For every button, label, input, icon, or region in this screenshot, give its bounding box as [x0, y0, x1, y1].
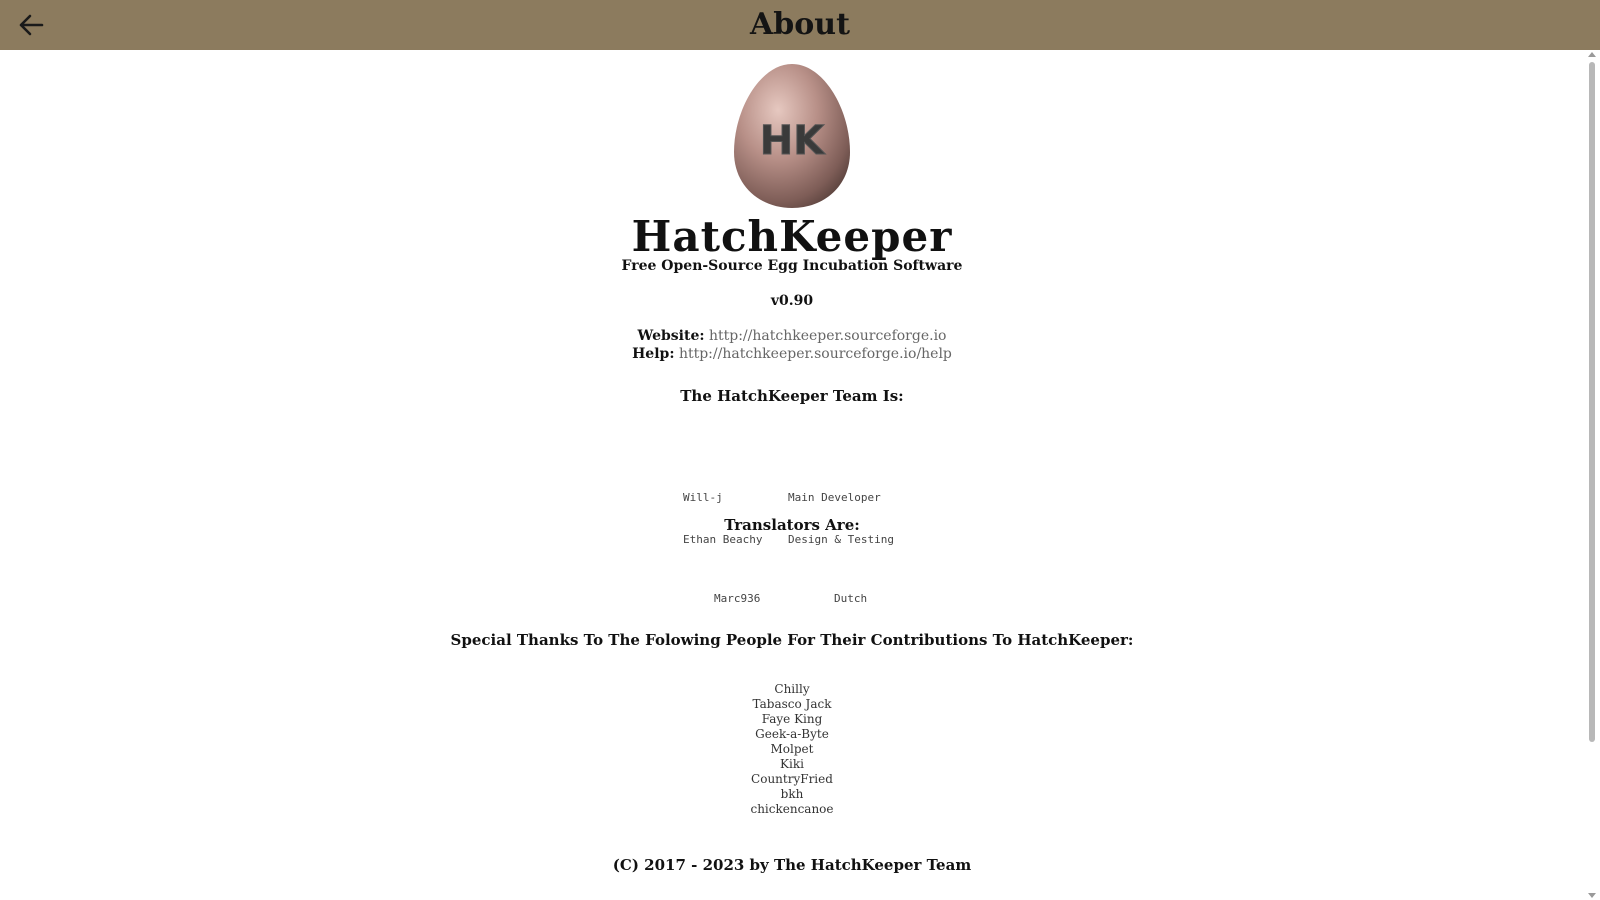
- help-link[interactable]: http://hatchkeeper.sourceforge.io/help: [678, 346, 952, 362]
- translator-language: Dutch: [834, 592, 868, 605]
- list-item: Geek-a-Byte: [755, 727, 829, 741]
- team-member-role: Design & Testing: [788, 533, 894, 546]
- scrollbar-thumb[interactable]: [1589, 62, 1595, 742]
- page-title: About: [750, 7, 850, 42]
- app-version: v0.90: [770, 293, 814, 309]
- logo-initials: HK: [759, 118, 825, 164]
- list-item: chickencanoe: [750, 802, 834, 816]
- team-member-name: Ethan Beachy: [683, 533, 763, 546]
- list-item: Kiki: [780, 757, 804, 771]
- app-bar: [0, 0, 1600, 50]
- copyright: (C) 2017 - 2023 by The HatchKeeper Team: [612, 856, 972, 874]
- scroll-up-icon[interactable]: [1588, 52, 1596, 57]
- thanks-heading: Special Thanks To The Folowing People For Their Contributions To HatchKeeper:: [450, 631, 1134, 649]
- team-member-name: Will-j: [683, 491, 723, 504]
- scrollbar[interactable]: [1584, 50, 1600, 900]
- list-item: bkh: [780, 787, 804, 801]
- website-line: [0, 328, 1584, 344]
- scroll-down-icon[interactable]: [1588, 893, 1596, 898]
- thanks-list: [0, 682, 1584, 817]
- app-name: HatchKeeper: [631, 212, 953, 261]
- team-member-role: Main Developer: [788, 491, 881, 504]
- list-item: Chilly: [774, 682, 810, 696]
- about-content: [0, 50, 1584, 900]
- egg-logo-icon: [732, 62, 852, 210]
- help-label: Help:: [632, 346, 675, 362]
- list-item: Tabasco Jack: [752, 697, 832, 711]
- help-line: [0, 346, 1584, 362]
- list-item: CountryFried: [751, 772, 833, 786]
- list-item: Molpet: [770, 742, 814, 756]
- website-label: Website:: [637, 328, 705, 344]
- translators-heading: Translators Are:: [724, 516, 860, 534]
- list-item: Faye King: [761, 712, 823, 726]
- app-tagline: Free Open-Source Egg Incubation Software: [621, 258, 963, 274]
- website-link[interactable]: http://hatchkeeper.sourceforge.io: [708, 328, 947, 344]
- translator-name: Marc936: [714, 592, 761, 605]
- team-heading: The HatchKeeper Team Is:: [680, 387, 904, 405]
